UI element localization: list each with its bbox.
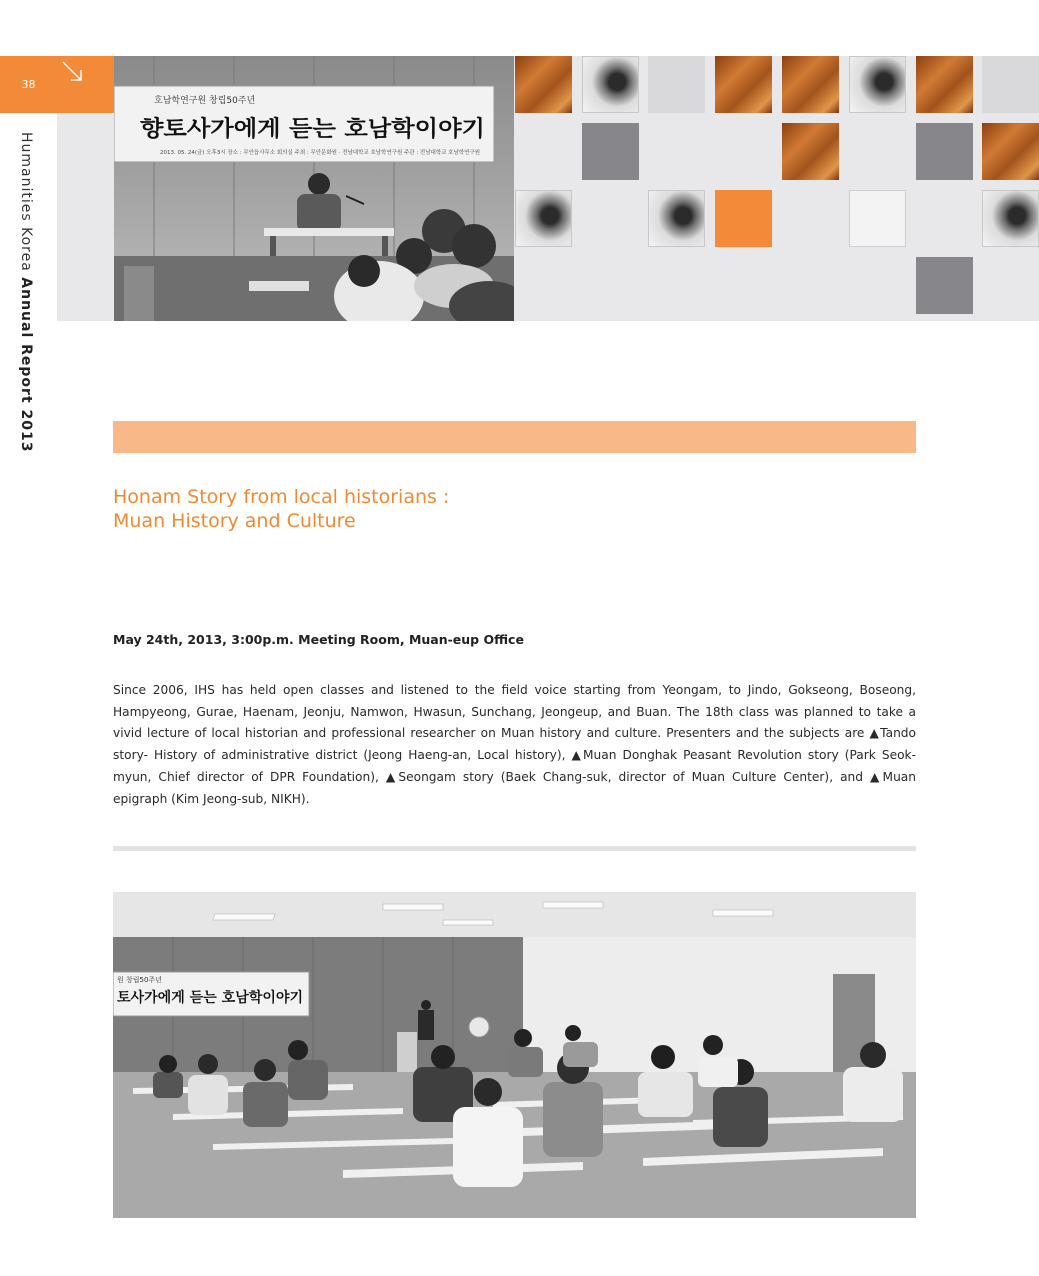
arrow-icon-box (57, 56, 114, 113)
mosaic-tile (648, 190, 705, 247)
top-banner-info-text: 2013. 05. 24(금) 오후3시 장소 : 무안읍사무소 회의실 주최 : 무안문화원 · 전남대학교 호남학연구원 주관 : 전남대학교 호남학연구원 (160, 150, 481, 156)
bottom-banner-main-text: 토사가에게 듣는 호남학이야기 (117, 990, 303, 1006)
mosaic-tile (715, 190, 772, 247)
event-date-place: May 24th, 2013, 3:00p.m. Meeting Room, Muan-eup Office (113, 632, 524, 647)
article-title-line1: Honam Story from local historians : (113, 486, 450, 508)
mosaic-tile (648, 56, 705, 113)
top-event-photo (114, 56, 514, 321)
mosaic-tile (849, 190, 906, 247)
article-title-line2: Muan History and Culture (113, 510, 356, 532)
bottom-banner-small-text: 원 창립50주년 (117, 976, 162, 984)
section-divider (113, 846, 916, 851)
mosaic-tile (982, 190, 1039, 247)
mosaic-tile (582, 123, 639, 180)
mosaic-tile (849, 56, 906, 113)
mosaic-tile (715, 56, 772, 113)
mosaic-tile (916, 56, 973, 113)
report-side-title (18, 132, 34, 452)
mosaic-tile (582, 56, 639, 113)
mosaic-tile (916, 257, 973, 314)
page-number: 38 (21, 78, 36, 91)
side-title-bold: Annual Report 2013 (18, 277, 34, 453)
top-banner-small-text: 호남학연구원 창립50주년 (154, 96, 256, 106)
side-title-normal: Humanities Korea (18, 132, 34, 278)
mosaic-tile (782, 123, 839, 180)
mosaic-tile (982, 123, 1039, 180)
bottom-event-photo (113, 892, 916, 1218)
arrow-down-right-icon (57, 56, 114, 113)
mosaic-tile (515, 190, 572, 247)
mosaic-tile (515, 56, 572, 113)
mosaic-tile (916, 123, 973, 180)
section-color-bar (113, 421, 916, 453)
mosaic-tile (982, 56, 1039, 113)
article-title (113, 485, 813, 533)
article-body: Since 2006, IHS has held open classes and listened to the field voice starting from Yeongam, to Jindo, Gokseong, Boseong, Hampyeong, Gurae, Haenam, Jeonju, Namwon, Hwasun, Sunchang, Jeongeup, and Buan. The 18th class was planned to take a vivid lecture of local historian and professional researcher on Muan history and culture. Presenters and the subjects are ▲Tando story- History of administrative district (Jeong Haeng-an, Local history), ▲Muan Donghak Peasant Revolution story (Park Seok-myun, Chief director of DPR Foundation), ▲Seongam story (Baek Chang-suk, director of Muan Culture Center), and ▲Muan epigraph (Kim Jeong-sub, NIKH). (113, 683, 916, 806)
mosaic-tile (782, 56, 839, 113)
top-banner-main-text: 향토사가에게 듣는 호남학이야기 (140, 117, 453, 142)
